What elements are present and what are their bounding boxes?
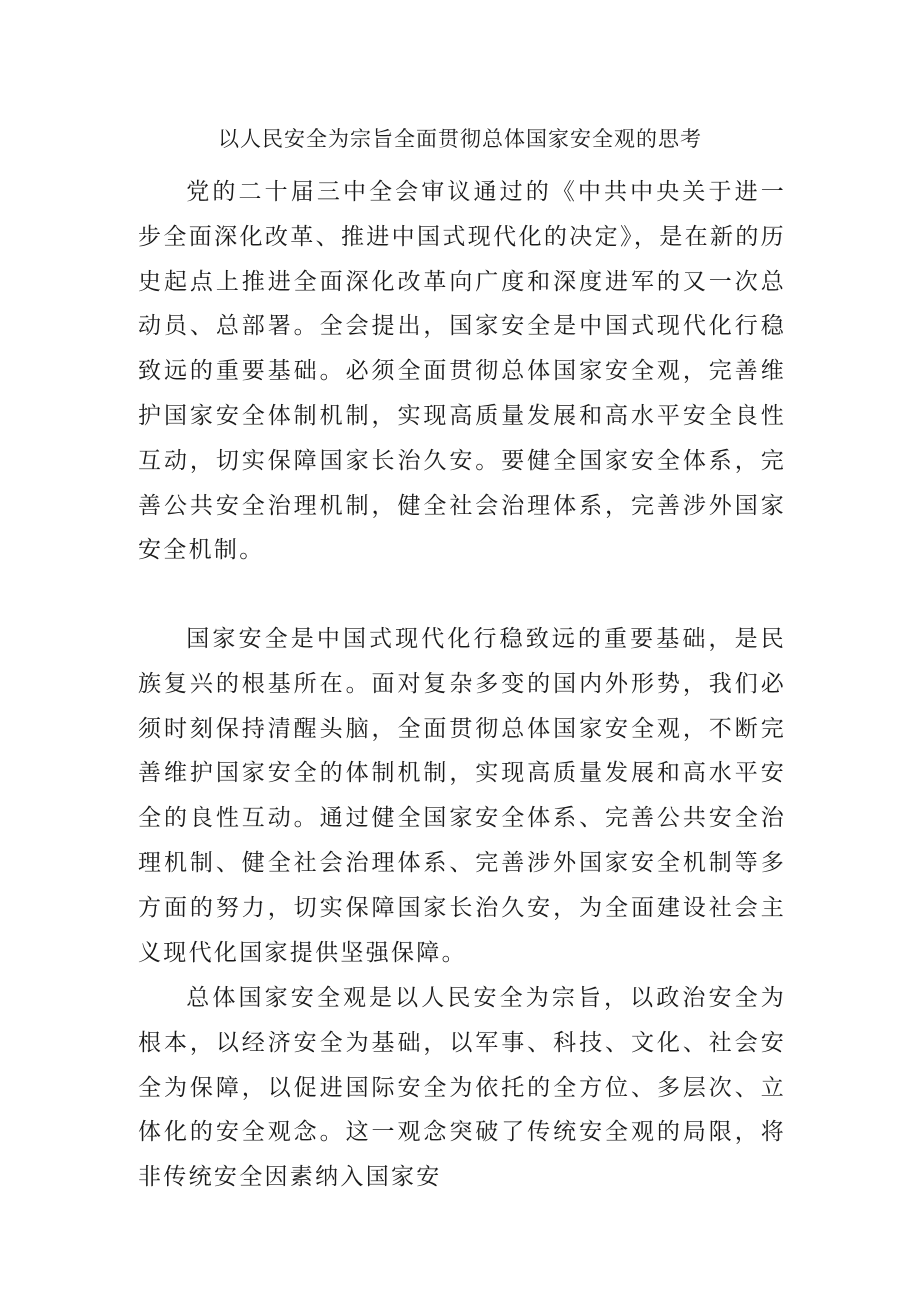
document-title: 以人民安全为宗旨全面贯彻总体国家安全观的思考 [218,127,702,151]
paragraph-1: 党的二十届三中全会审议通过的《中共中央关于进一步全面深化改革、推进中国式现代化的决定》，是在新的历史起点上推进全面深化改革向广度和深度进军的又一次总动员、总部署。全会提出，国家安全是中国式现代化行稳致远的重要基础。必须全面贯彻总体国家安全观，完善维护国家安全体制机制，实现高质量发展和高水平安全良性互动，切实保障国家长治久安。要健全国家安全体系，完善公共安全治理机制，健全社会治理体系，完善涉外国家安全机制。 [138,179,786,564]
paragraph-3: 总体国家安全观是以人民安全为宗旨，以政治安全为根本，以经济安全为基础，以军事、科技、文化、社会安全为保障，以促进国际安全为依托的全方位、多层次、立体化的安全观念。这一观念突破了传统安全观的局限，将非传统安全因素纳入国家安 [138,985,786,1191]
paragraph-2: 国家安全是中国式现代化行稳致远的重要基础，是民族复兴的根基所在。面对复杂多变的国内外形势，我们必须时刻保持清醒头脑，全面贯彻总体国家安全观，不断完善维护国家安全的体制机制，实现高质量发展和高水平安全的良性互动。通过健全国家安全体系、完善公共安全治理机制、健全社会治理体系、完善涉外国家安全机制等多方面的努力，切实保障国家长治久安，为全面建设社会主义现代化国家提供坚强保障。 [138,626,786,966]
